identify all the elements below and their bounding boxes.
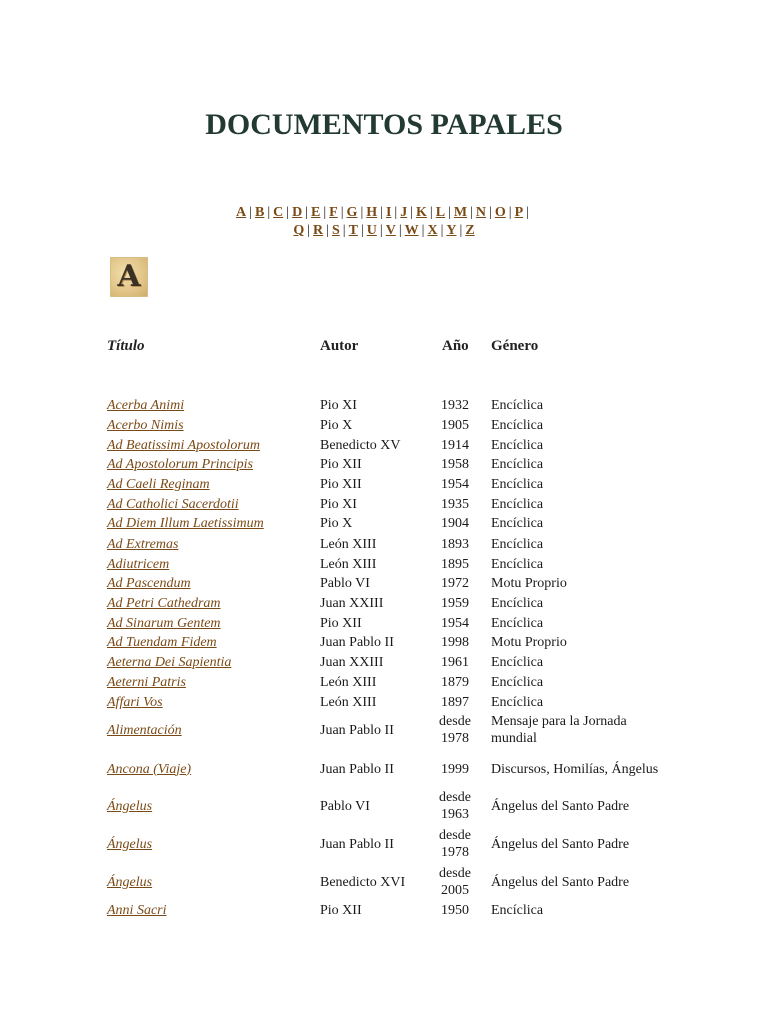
alphabet-separator: | [508, 205, 512, 220]
cell-titulo [107, 614, 312, 632]
cell-autor: Juan Pablo II [320, 761, 394, 777]
cell-genero: Encíclica [491, 437, 544, 453]
alphabet-separator: | [340, 205, 344, 220]
document-link[interactable]: Ad Sinarum Gentem [107, 615, 221, 631]
document-link[interactable]: Ángelus [107, 874, 153, 890]
alphabet-link-s[interactable]: S [331, 223, 340, 238]
table-row [0, 455, 768, 473]
alphabet-link-v[interactable]: V [385, 223, 396, 238]
cell-anio: 1914 [441, 437, 469, 453]
cell-titulo [107, 594, 312, 612]
document-link[interactable]: Aeterni Patris [107, 674, 186, 690]
alphabet-separator: | [323, 205, 327, 220]
cell-genero: Discursos, Homilías, Ángelus [491, 761, 659, 777]
document-link[interactable]: Ad Apostolorum Principis [107, 456, 253, 472]
document-link[interactable]: Ángelus [107, 836, 153, 852]
document-link[interactable]: Affari Vos [107, 694, 163, 710]
cell-autor: Pio XI [320, 496, 357, 512]
section-letter-badge [110, 257, 148, 297]
alphabet-separator: | [286, 205, 290, 220]
alphabet-link-a[interactable]: A [236, 205, 247, 220]
cell-anio: 1932 [441, 397, 469, 413]
document-link[interactable]: Ad Catholici Sacerdotii [107, 496, 239, 512]
document-link[interactable]: Aeterna Dei Sapientia [107, 654, 232, 670]
cell-anio: desde 1978 [439, 828, 471, 860]
table-row [0, 614, 768, 632]
alphabet-link-l[interactable]: L [435, 205, 446, 220]
cell-titulo [107, 788, 312, 824]
table-row [0, 574, 768, 592]
cell-genero: Encíclica [491, 556, 544, 572]
cell-titulo [107, 436, 312, 454]
table-row [0, 693, 768, 711]
table-row [0, 788, 768, 824]
alphabet-link-t[interactable]: T [348, 223, 358, 238]
cell-titulo [107, 574, 312, 592]
alphabet-link-u[interactable]: U [366, 223, 377, 238]
table-row [0, 475, 768, 493]
cell-genero: Ángelus del Santo Padre [491, 874, 630, 890]
table-row [0, 555, 768, 573]
alphabet-separator: | [326, 223, 329, 238]
alphabet-separator: | [459, 223, 463, 238]
cell-titulo [107, 751, 312, 787]
cell-titulo [107, 555, 312, 573]
alphabet-link-q[interactable]: Q [293, 223, 305, 238]
document-link[interactable]: Alimentación [107, 722, 182, 738]
cell-anio: 1895 [441, 556, 469, 572]
cell-titulo [107, 514, 312, 532]
document-link[interactable]: Ancona (Viaje) [107, 761, 192, 777]
alphabet-separator: | [249, 205, 252, 220]
alphabet-separator: | [470, 205, 473, 220]
document-link[interactable]: Ad Beatissimi Apostolorum [107, 437, 260, 453]
alphabet-nav-row-2 [0, 222, 768, 240]
header-titulo: Título [107, 338, 145, 354]
header-genero: Género [491, 338, 539, 354]
cell-anio: 1935 [441, 496, 469, 512]
table-row [0, 633, 768, 651]
table-row [0, 901, 768, 919]
cell-titulo [107, 653, 312, 671]
alphabet-link-k[interactable]: K [416, 205, 427, 220]
document-link[interactable]: Acerbo Nimis [107, 417, 184, 433]
cell-autor: Benedicto XVI [320, 874, 406, 890]
cell-titulo [107, 673, 312, 691]
document-link[interactable]: Adiutricem [107, 556, 170, 572]
document-link[interactable]: Ad Petri Cathedram [107, 595, 221, 611]
cell-genero: Mensaje para la Jornada mundial [491, 714, 627, 746]
cell-autor: Pablo VI [320, 575, 370, 591]
cell-autor: Juan Pablo II [320, 634, 394, 650]
cell-anio: 1958 [441, 456, 469, 472]
cell-genero: Ángelus del Santo Padre [491, 798, 630, 814]
cell-autor: Pablo VI [320, 798, 370, 814]
alphabet-link-b[interactable]: B [254, 205, 265, 220]
cell-anio: 1905 [441, 417, 469, 433]
cell-titulo [107, 864, 312, 900]
alphabet-link-o[interactable]: O [494, 205, 506, 220]
cell-autor: Juan Pablo II [320, 836, 394, 852]
alphabet-separator: | [448, 205, 451, 220]
alphabet-separator: | [360, 223, 364, 238]
table-row [0, 712, 768, 748]
cell-autor: Benedicto XV [320, 437, 401, 453]
cell-autor: Pio XII [320, 902, 362, 918]
cell-anio: 1972 [441, 575, 469, 591]
cell-anio: 1954 [441, 615, 469, 631]
table-row [0, 535, 768, 553]
cell-titulo [107, 396, 312, 414]
page-title: DOCUMENTOS PAPALES [205, 108, 563, 141]
alphabet-separator: | [421, 223, 425, 238]
cell-titulo [107, 693, 312, 711]
alphabet-link-g[interactable]: G [346, 205, 358, 220]
alphabet-separator: | [305, 205, 309, 220]
table-row [0, 673, 768, 691]
alphabet-link-p[interactable]: P [514, 205, 524, 220]
cell-genero: Encíclica [491, 417, 544, 433]
cell-genero: Motu Proprio [491, 575, 567, 591]
alphabet-separator: | [398, 223, 402, 238]
cell-genero: Encíclica [491, 694, 544, 710]
alphabet-separator: | [410, 205, 414, 220]
table-row [0, 436, 768, 454]
cell-autor: León XIII [320, 674, 377, 690]
alphabet-link-m[interactable]: M [453, 205, 468, 220]
document-link[interactable]: Ad Diem Illum Laetissimum [107, 515, 264, 531]
cell-anio: 1897 [441, 694, 469, 710]
cell-genero: Encíclica [491, 456, 544, 472]
cell-autor: León XIII [320, 536, 377, 552]
cell-autor: Juan XXIII [320, 654, 384, 670]
cell-genero: Encíclica [491, 476, 544, 492]
cell-autor: Pio XII [320, 476, 362, 492]
table-row [0, 826, 768, 862]
cell-autor: León XIII [320, 694, 377, 710]
cell-genero: Encíclica [491, 674, 544, 690]
alphabet-link-c[interactable]: C [273, 205, 284, 220]
document-link[interactable]: Ad Tuendam Fidem [107, 634, 217, 650]
cell-genero: Encíclica [491, 536, 544, 552]
cell-anio: 1904 [441, 515, 469, 531]
cell-titulo [107, 535, 312, 553]
alphabet-separator: | [360, 205, 364, 220]
cell-anio: 1961 [441, 654, 469, 670]
alphabet-link-e[interactable]: E [311, 205, 321, 220]
alphabet-separator: | [526, 205, 529, 220]
cell-genero: Encíclica [491, 496, 544, 512]
table-row [0, 495, 768, 513]
cell-anio: 1999 [441, 761, 469, 777]
cell-titulo [107, 495, 312, 513]
cell-autor: Pio X [320, 417, 353, 433]
alphabet-separator: | [380, 205, 383, 220]
alphabet-separator: | [267, 205, 271, 220]
cell-genero: Encíclica [491, 902, 544, 918]
cell-autor: Pio X [320, 515, 353, 531]
cell-autor: Pio XI [320, 397, 357, 413]
cell-anio: desde 2005 [439, 866, 471, 898]
document-link[interactable]: Acerba Animi [107, 397, 185, 413]
cell-anio: 1950 [441, 902, 469, 918]
alphabet-link-d[interactable]: D [292, 205, 303, 220]
cell-titulo [107, 416, 312, 434]
cell-genero: Encíclica [491, 515, 544, 531]
header-autor: Autor [320, 338, 359, 354]
alphabet-link-y[interactable]: Y [446, 223, 457, 238]
alphabet-link-j[interactable]: J [400, 205, 408, 220]
alphabet-link-x[interactable]: X [427, 223, 438, 238]
section-letter: A [117, 259, 141, 294]
cell-genero: Encíclica [491, 615, 544, 631]
alphabet-separator: | [394, 205, 398, 220]
cell-anio: 1954 [441, 476, 469, 492]
cell-genero: Encíclica [491, 397, 544, 413]
cell-genero: Encíclica [491, 595, 544, 611]
cell-anio: 1998 [441, 634, 469, 650]
cell-titulo [107, 901, 312, 919]
document-link[interactable]: Ángelus [107, 798, 153, 814]
cell-anio: 1879 [441, 674, 469, 690]
alphabet-link-h[interactable]: H [366, 205, 378, 220]
cell-titulo [107, 826, 312, 862]
document-link[interactable]: Anni Sacri [107, 902, 167, 918]
alphabet-nav-row-1 [0, 204, 768, 222]
alphabet-link-f[interactable]: F [329, 205, 338, 220]
cell-anio: desde 1963 [439, 790, 471, 822]
alphabet-separator: | [307, 223, 311, 238]
table-row [0, 751, 768, 787]
cell-autor: Juan Pablo II [320, 722, 394, 738]
alphabet-link-i[interactable]: I [385, 205, 392, 220]
table-row [0, 514, 768, 532]
cell-autor: Pio XII [320, 615, 362, 631]
table-row [0, 594, 768, 612]
cell-titulo [107, 633, 312, 651]
cell-autor: León XIII [320, 556, 377, 572]
cell-titulo [107, 455, 312, 473]
cell-titulo [107, 475, 312, 493]
alphabet-separator: | [489, 205, 492, 220]
alphabet-separator: | [440, 223, 444, 238]
cell-genero: Encíclica [491, 654, 544, 670]
document-link[interactable]: Ad Caeli Reginam [107, 476, 210, 492]
alphabet-link-z[interactable]: Z [465, 223, 475, 238]
table-row [0, 653, 768, 671]
cell-autor: Pio XII [320, 456, 362, 472]
cell-anio: desde 1978 [439, 714, 471, 746]
cell-autor: Juan XXIII [320, 595, 384, 611]
alphabet-link-r[interactable]: R [313, 223, 324, 238]
alphabet-link-w[interactable]: W [404, 223, 419, 238]
alphabet-link-n[interactable]: N [475, 205, 487, 220]
table-row [0, 864, 768, 900]
cell-genero: Motu Proprio [491, 634, 567, 650]
document-link[interactable]: Ad Pascendum [107, 575, 191, 591]
document-link[interactable]: Ad Extremas [107, 536, 179, 552]
cell-genero: Ángelus del Santo Padre [491, 836, 630, 852]
header-anio: Año [442, 338, 469, 354]
alphabet-separator: | [429, 205, 433, 220]
table-row [0, 416, 768, 434]
alphabet-separator: | [379, 223, 383, 238]
table-row [0, 396, 768, 414]
cell-anio: 1893 [441, 536, 469, 552]
cell-anio: 1959 [441, 595, 469, 611]
cell-titulo [107, 712, 312, 748]
alphabet-separator: | [342, 223, 346, 238]
